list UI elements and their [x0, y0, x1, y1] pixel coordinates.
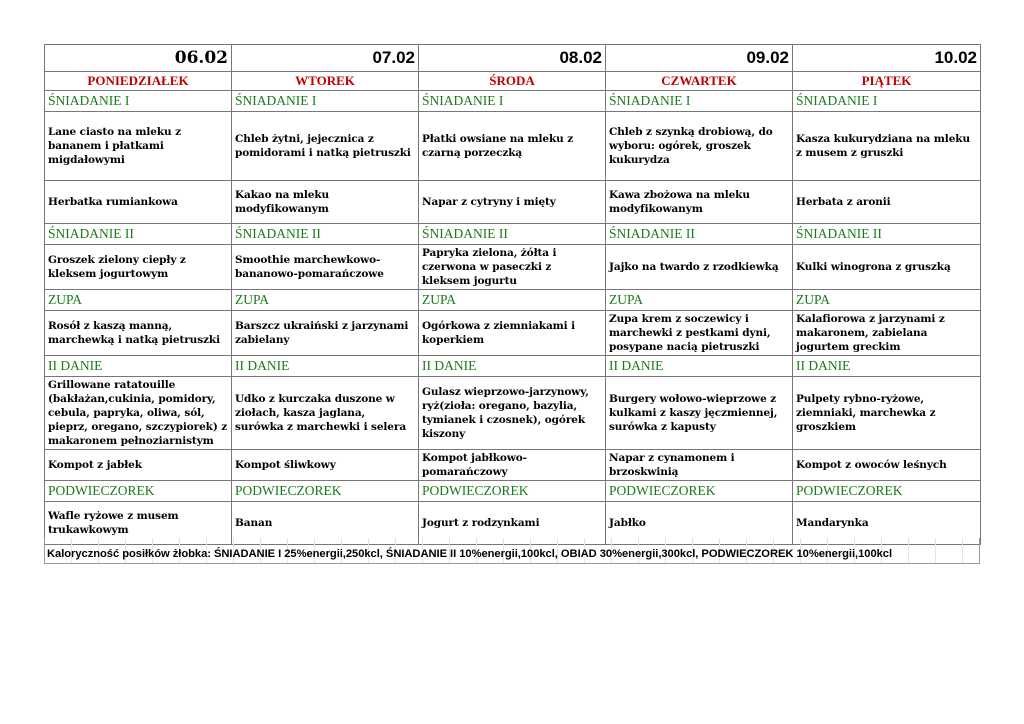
- menu-table: [44, 44, 981, 545]
- meal-label: ŚNIADANIE II: [232, 224, 419, 245]
- main-label-row: [45, 356, 981, 377]
- dish-cell: Pulpety rybno-ryżowe, ziemniaki, marchewka z groszkiem: [793, 377, 981, 450]
- calorie-note: Kaloryczność posiłków żłobka: ŚNIADANIE I 25%energii,250kcl, ŚNIADANIE II 10%energii,100kcl, OBIAD 30%energii,300kcl, PODWIECZOREK 10%energii,100kcl: [47, 548, 893, 560]
- breakfast1-drink-row: [45, 181, 981, 224]
- dish-cell: Papryka zielona, żółta i czerwona w paseczki z kleksem jogurtu: [419, 245, 606, 290]
- meal-label: II DANIE: [45, 356, 232, 377]
- drink-cell: Napar z cytryny i mięty: [419, 181, 606, 224]
- drink-cell: Kompot śliwkowy: [232, 450, 419, 481]
- day-header: WTOREK: [232, 72, 419, 91]
- dish-cell: Grillowane ratatouille (bakłażan,cukinia, pomidory, cebula, papryka, oliwa, sól, pieprz, oregano, szczypiorek) z makaronem pełnoziarnistym: [45, 377, 232, 450]
- meal-label: PODWIECZOREK: [45, 481, 232, 502]
- meal-label: ŚNIADANIE II: [606, 224, 793, 245]
- dish-cell: Chleb żytni, jejecznica z pomidorami i natką pietruszki: [232, 112, 419, 181]
- date-cell: 08.02: [419, 45, 606, 72]
- drink-cell: Kawa zbożowa na mleku modyfikowanym: [606, 181, 793, 224]
- meal-label: ZUPA: [606, 290, 793, 311]
- meal-label: PODWIECZOREK: [606, 481, 793, 502]
- breakfast2-label-row: [45, 224, 981, 245]
- meal-label: ŚNIADANIE I: [45, 91, 232, 112]
- meal-label: ZUPA: [45, 290, 232, 311]
- dish-cell: Kalafiorowa z jarzynami z makaronem, zabielana jogurtem greckim: [793, 311, 981, 356]
- soup-label-row: [45, 290, 981, 311]
- meal-label: ŚNIADANIE II: [793, 224, 981, 245]
- meal-label: ŚNIADANIE I: [793, 91, 981, 112]
- dish-cell: Burgery wołowo-wieprzowe z kulkami z kaszy jęczmiennej, surówka z kapusty: [606, 377, 793, 450]
- main-food-row: [45, 377, 981, 450]
- meal-label: ŚNIADANIE I: [419, 91, 606, 112]
- drink-cell: Herbatka rumiankowa: [45, 181, 232, 224]
- dish-cell: Udko z kurczaka duszone w ziołach, kasza jaglana, surówka z marchewki i selera: [232, 377, 419, 450]
- dish-cell: Gulasz wieprzowo-jarzynowy, ryż(zioła: oregano, bazylia, tymianek i czosnek), ogórek kiszony: [419, 377, 606, 450]
- meal-label: PODWIECZOREK: [232, 481, 419, 502]
- dish-cell: Smoothie marchewkowo-bananowo-pomarańczowe: [232, 245, 419, 290]
- dish-cell: Płatki owsiane na mleku z czarną porzeczką: [419, 112, 606, 181]
- dish-cell: Chleb z szynką drobiową, do wyboru: ogórek, groszek kukurydza: [606, 112, 793, 181]
- day-header: PIĄTEK: [793, 72, 981, 91]
- meal-label: ŚNIADANIE II: [419, 224, 606, 245]
- dish-cell: Lane ciasto na mleku z bananem i płatkami migdałowymi: [45, 112, 232, 181]
- meal-label: ZUPA: [419, 290, 606, 311]
- dish-cell: Mandarynka: [793, 502, 981, 545]
- weekly-menu-sheet: [44, 44, 980, 545]
- soup-food-row: [45, 311, 981, 356]
- drink-cell: Kompot z owoców leśnych: [793, 450, 981, 481]
- dish-cell: Jajko na twardo z rzodkiewką: [606, 245, 793, 290]
- meal-label: ZUPA: [793, 290, 981, 311]
- meal-label: PODWIECZOREK: [793, 481, 981, 502]
- dish-cell: Wafle ryżowe z musem trukawkowym: [45, 502, 232, 545]
- meal-label: ŚNIADANIE I: [232, 91, 419, 112]
- breakfast2-food-row: [45, 245, 981, 290]
- main-drink-row: [45, 450, 981, 481]
- day-header: ŚRODA: [419, 72, 606, 91]
- drink-cell: Herbata z aronii: [793, 181, 981, 224]
- dish-cell: Barszcz ukraiński z jarzynami zabielany: [232, 311, 419, 356]
- dish-cell: Ogórkowa z ziemniakami i koperkiem: [419, 311, 606, 356]
- snack-label-row: [45, 481, 981, 502]
- dish-cell: Kulki winogrona z gruszką: [793, 245, 981, 290]
- day-header: CZWARTEK: [606, 72, 793, 91]
- date-cell: 10.02: [793, 45, 981, 72]
- dish-cell: Rosół z kaszą manną, marchewką i natką pietruszki: [45, 311, 232, 356]
- dish-cell: Banan: [232, 502, 419, 545]
- dish-cell: Jabłko: [606, 502, 793, 545]
- dish-cell: Zupa krem z soczewicy i marchewki z pestkami dyni, posypane nacią pietruszki: [606, 311, 793, 356]
- meal-label: ZUPA: [232, 290, 419, 311]
- drink-cell: Napar z cynamonem i brzoskwinią: [606, 450, 793, 481]
- dish-cell: Kasza kukurydziana na mleku z musem z gruszki: [793, 112, 981, 181]
- date-cell: 06.02: [45, 45, 232, 72]
- drink-cell: Kompot jabłkowo-pomarańczowy: [419, 450, 606, 481]
- meal-label: II DANIE: [419, 356, 606, 377]
- meal-label: II DANIE: [606, 356, 793, 377]
- meal-label: II DANIE: [232, 356, 419, 377]
- calorie-footer: [44, 538, 980, 564]
- breakfast1-label-row: [45, 91, 981, 112]
- day-row: [45, 72, 981, 91]
- date-cell: 09.02: [606, 45, 793, 72]
- drink-cell: Kakao na mleku modyfikowanym: [232, 181, 419, 224]
- meal-label: PODWIECZOREK: [419, 481, 606, 502]
- meal-label: II DANIE: [793, 356, 981, 377]
- dish-cell: Jogurt z rodzynkami: [419, 502, 606, 545]
- meal-label: ŚNIADANIE II: [45, 224, 232, 245]
- drink-cell: Kompot z jabłek: [45, 450, 232, 481]
- date-cell: 07.02: [232, 45, 419, 72]
- date-row: [45, 45, 981, 72]
- day-header: PONIEDZIAŁEK: [45, 72, 232, 91]
- breakfast1-food-row: [45, 112, 981, 181]
- dish-cell: Groszek zielony ciepły z kleksem jogurtowym: [45, 245, 232, 290]
- meal-label: ŚNIADANIE I: [606, 91, 793, 112]
